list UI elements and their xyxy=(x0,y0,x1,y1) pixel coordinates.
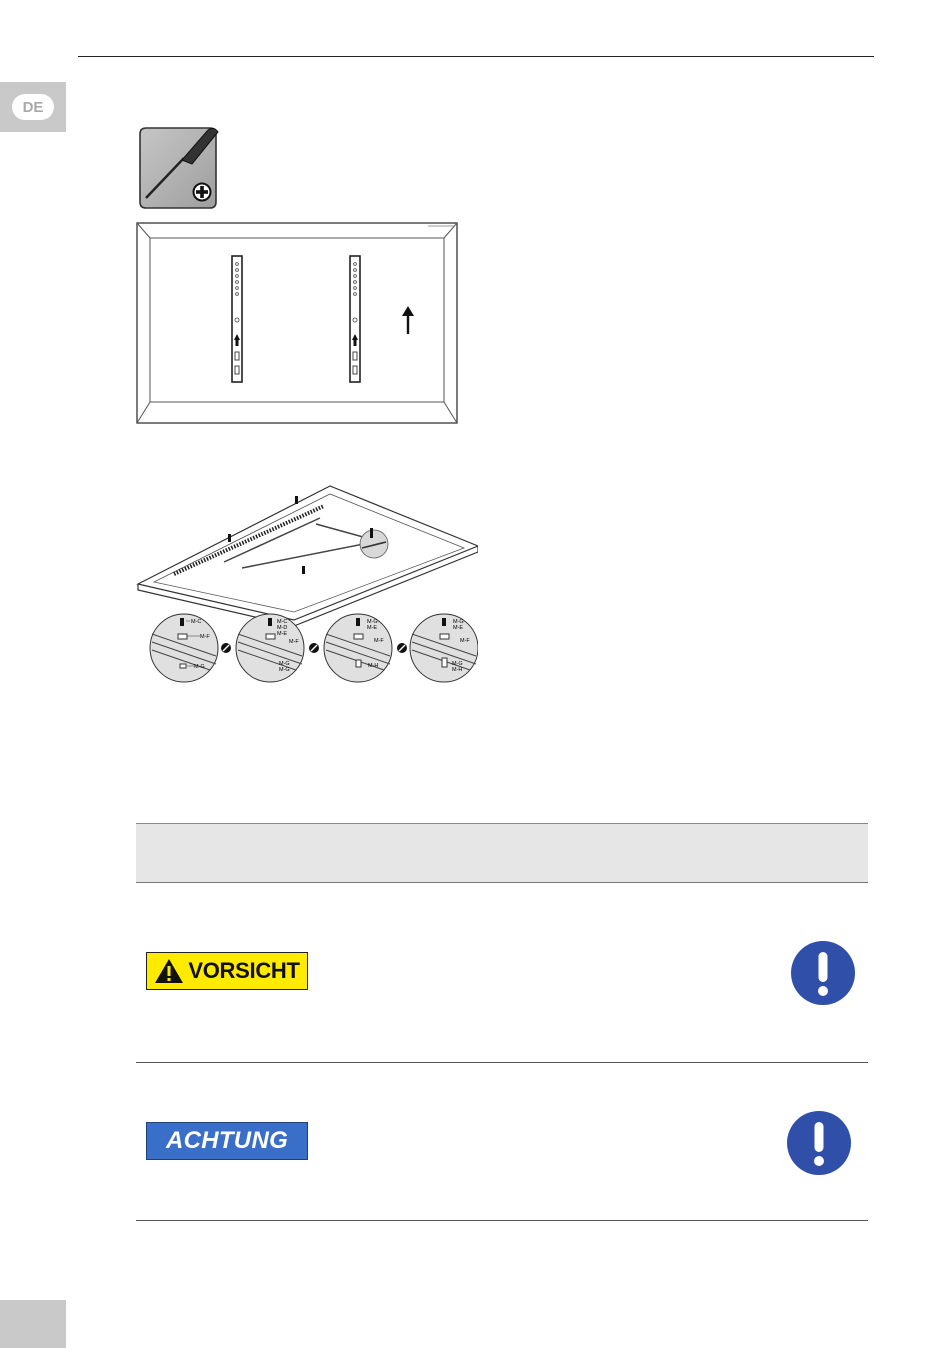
attention-label-text: ACHTUNG xyxy=(165,1127,289,1154)
svg-text:M-G: M-G xyxy=(453,619,464,625)
caution-label xyxy=(146,952,308,990)
svg-text:M-H: M-H xyxy=(452,667,463,673)
detail-circle-4 xyxy=(410,614,478,682)
language-badge: DE xyxy=(12,94,54,120)
notice-table-header xyxy=(136,823,868,883)
svg-text:M-C: M-C xyxy=(277,619,288,625)
detail-circle-3 xyxy=(324,614,392,682)
svg-text:M-F: M-F xyxy=(289,639,299,645)
tv-mounting-isometric-diagram xyxy=(134,484,478,684)
zoom-highlight xyxy=(360,530,388,558)
svg-text:M-G: M-G xyxy=(279,667,290,673)
svg-text:M-G: M-G xyxy=(452,661,463,667)
caution-label-text: VORSICHT xyxy=(188,958,300,983)
svg-text:M-E: M-E xyxy=(277,631,288,637)
mandatory-action-icon xyxy=(786,1110,852,1176)
detail-circle-1 xyxy=(150,614,218,682)
mandatory-action-icon xyxy=(790,940,856,1006)
svg-text:M-D: M-D xyxy=(277,625,288,631)
tv-back-rails-diagram xyxy=(136,222,458,424)
svg-text:M-F: M-F xyxy=(460,638,470,644)
warning-triangle-icon xyxy=(154,958,184,984)
tv-panel xyxy=(138,486,478,626)
svg-text:M-G: M-G xyxy=(367,619,378,625)
svg-text:M-C: M-C xyxy=(191,619,202,625)
svg-text:M-H: M-H xyxy=(368,663,379,669)
row-divider xyxy=(136,1220,868,1221)
phillips-screwdriver-icon xyxy=(136,122,220,210)
header-rule xyxy=(78,56,874,57)
svg-text:M-E: M-E xyxy=(367,625,378,631)
svg-text:M-G: M-G xyxy=(279,661,290,667)
language-tab xyxy=(0,82,66,132)
detail-circle-2 xyxy=(236,614,304,682)
attention-label xyxy=(146,1122,308,1160)
page-number-tab xyxy=(0,1300,66,1348)
svg-text:M-F: M-F xyxy=(374,638,384,644)
left-rail xyxy=(232,256,242,382)
svg-text:M-F: M-F xyxy=(200,634,210,640)
right-rail xyxy=(350,256,360,382)
svg-text:M-G: M-G xyxy=(194,664,205,670)
row-divider xyxy=(136,1062,868,1063)
svg-text:M-E: M-E xyxy=(453,625,464,631)
